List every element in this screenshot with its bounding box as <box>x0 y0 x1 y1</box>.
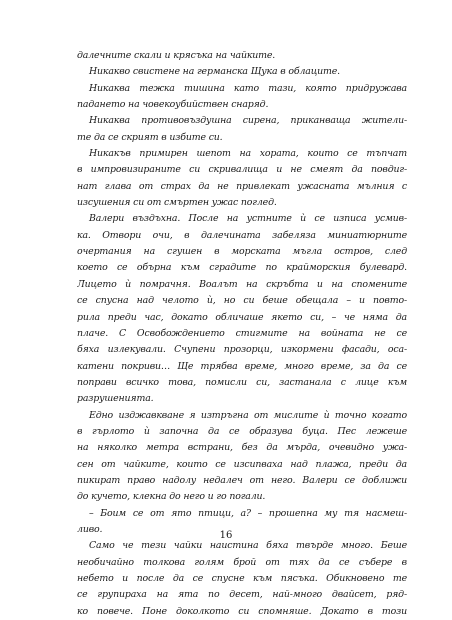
text-line: плаче. С Освобождението стигмите на войната не се <box>77 327 407 339</box>
text-line: Едно изджавкване я изтръгна от мислите ѝ точно когато <box>89 409 407 421</box>
text-line: Лицето ѝ помрачня. Воалът на скръбта и на спомените <box>77 278 407 290</box>
text-line: рила преди час, докато обличаше якето си, – че няма да <box>77 311 407 323</box>
text-line: пикират право надолу недалеч от него. Валери се доближи <box>77 474 407 486</box>
text-line: сен от чайките, които се изсипваха над плажа, преди да <box>77 458 407 470</box>
text-line: Никакъв примирен шепот на хората, които се тъпчат <box>89 148 407 160</box>
page-number: 16 <box>219 530 233 541</box>
text-line: Никакво свистене на германска Щука в облаците. <box>89 66 340 78</box>
text-line: далечните скали и крясъка на чайките. <box>77 50 276 61</box>
text-line: Никаква тежка тишина като тази, която придружава <box>89 82 407 94</box>
text-line: до кучето, клекна до него и го погали. <box>77 491 266 503</box>
text-line: в импровизираните си скривалища и не смеят да повдиг- <box>77 164 407 176</box>
text-line: нат глава от страх да не привлекат ужасната мълния с <box>77 180 407 192</box>
text-line: бяха излекували. Счупени прозорци, изкормени фасади, оса- <box>77 344 407 356</box>
text-line: се спусна над челото ѝ, но си беше обещала – и повто- <box>77 295 407 307</box>
text-line: Валери въздъхна. После на устните ѝ се изписа усмив- <box>89 213 407 225</box>
text-line: падането на човекоубийствен снаряд. <box>77 99 269 111</box>
text-line: ка. Отвори очи, в далечината забеляза миниатюрните <box>77 229 407 241</box>
text-line: очертания на сгушен в морската мъгла остров, след <box>77 246 407 258</box>
text-line: на няколко метра встрани, без да мърда, очевидно ужа- <box>77 442 407 454</box>
text-line: небето и после да се спусне към пясъка. Обикновено те <box>77 573 407 584</box>
text-line: те да се скрият в избите си. <box>77 131 223 143</box>
text-line: Никаква противовъздушна сирена, приканваща жители- <box>89 115 407 127</box>
text-line: необичайно толкова голям брой от тях да се събере в <box>77 556 407 568</box>
text-line: изсушения си от смъртен ужас поглед. <box>77 197 277 209</box>
text-line: поправи всичко това, помисли си, застанала с лице към <box>77 376 407 388</box>
text-line: се групираха на ята по десет, най-много двайсет, ряд- <box>77 589 407 601</box>
text-line: Само че тези чайки наистина бяха твърде много. Беше <box>89 540 407 552</box>
text-line: ко повече. Поне доколкото си спомняше. Докато в този <box>77 605 407 617</box>
text-line: разрушенията. <box>77 393 154 405</box>
text-line: – Боим се от ято птици, а? – прошепна му тя насмеш- <box>89 507 407 519</box>
text-line: ливо. <box>77 523 103 535</box>
text-line: което се обърна към сградите по крайморския булевард. <box>77 262 407 274</box>
text-line: в гърлото ѝ започна да се образува буца. Пес лежеше <box>77 425 407 437</box>
text-line: катени покриви… Ще трябва време, много време, за да се <box>77 360 407 372</box>
